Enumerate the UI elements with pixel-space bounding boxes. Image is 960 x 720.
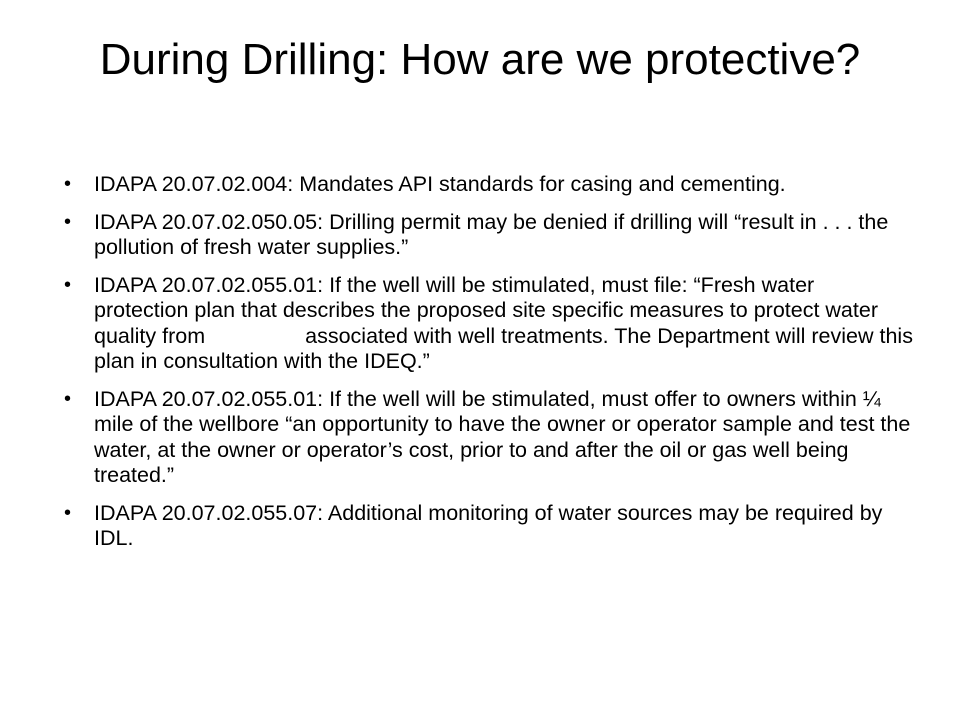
bullet-text-after-gap: associated with well treatments. The Department will review this plan in consultation with the IDEQ.” — [94, 323, 913, 373]
bullet-icon: • — [64, 387, 72, 410]
bullet-item — [64, 387, 914, 489]
bullet-item — [64, 273, 914, 375]
bullet-item — [64, 210, 914, 261]
slide-title: During Drilling: How are we protective? — [99, 35, 861, 84]
bullet-item — [64, 501, 914, 552]
bullet-text-before-gap: IDAPA 20.07.02.055.01: If the well will be stimulated, must file: “Fresh water protection plan that describes the proposed site specific measures to protect water quality from — [94, 272, 878, 348]
bullet-item — [64, 172, 914, 198]
bullet-icon: • — [64, 210, 72, 233]
bullet-icon: • — [64, 173, 72, 195]
bullet-text: IDAPA 20.07.02.055.01: If the well will be stimulated, must offer to owners within ¼ mile of the wellbore “an opportunity to have the owner or operator sample and test the water, at the owner or operator’s cost, prior to and after the oil or gas well being treated.” — [94, 386, 911, 487]
bullet-icon: • — [64, 273, 72, 296]
bullet-text: IDAPA 20.07.02.004: Mandates API standards for casing and cementing. — [94, 172, 786, 196]
bullet-text: IDAPA 20.07.02.055.07: Additional monitoring of water sources may be required by IDL. — [94, 500, 883, 550]
bullet-list — [64, 172, 914, 564]
bullet-icon: • — [64, 501, 72, 524]
bullet-text: IDAPA 20.07.02.050.05: Drilling permit may be denied if drilling will “result in . . . the pollution of fresh water supplies.” — [94, 209, 889, 259]
